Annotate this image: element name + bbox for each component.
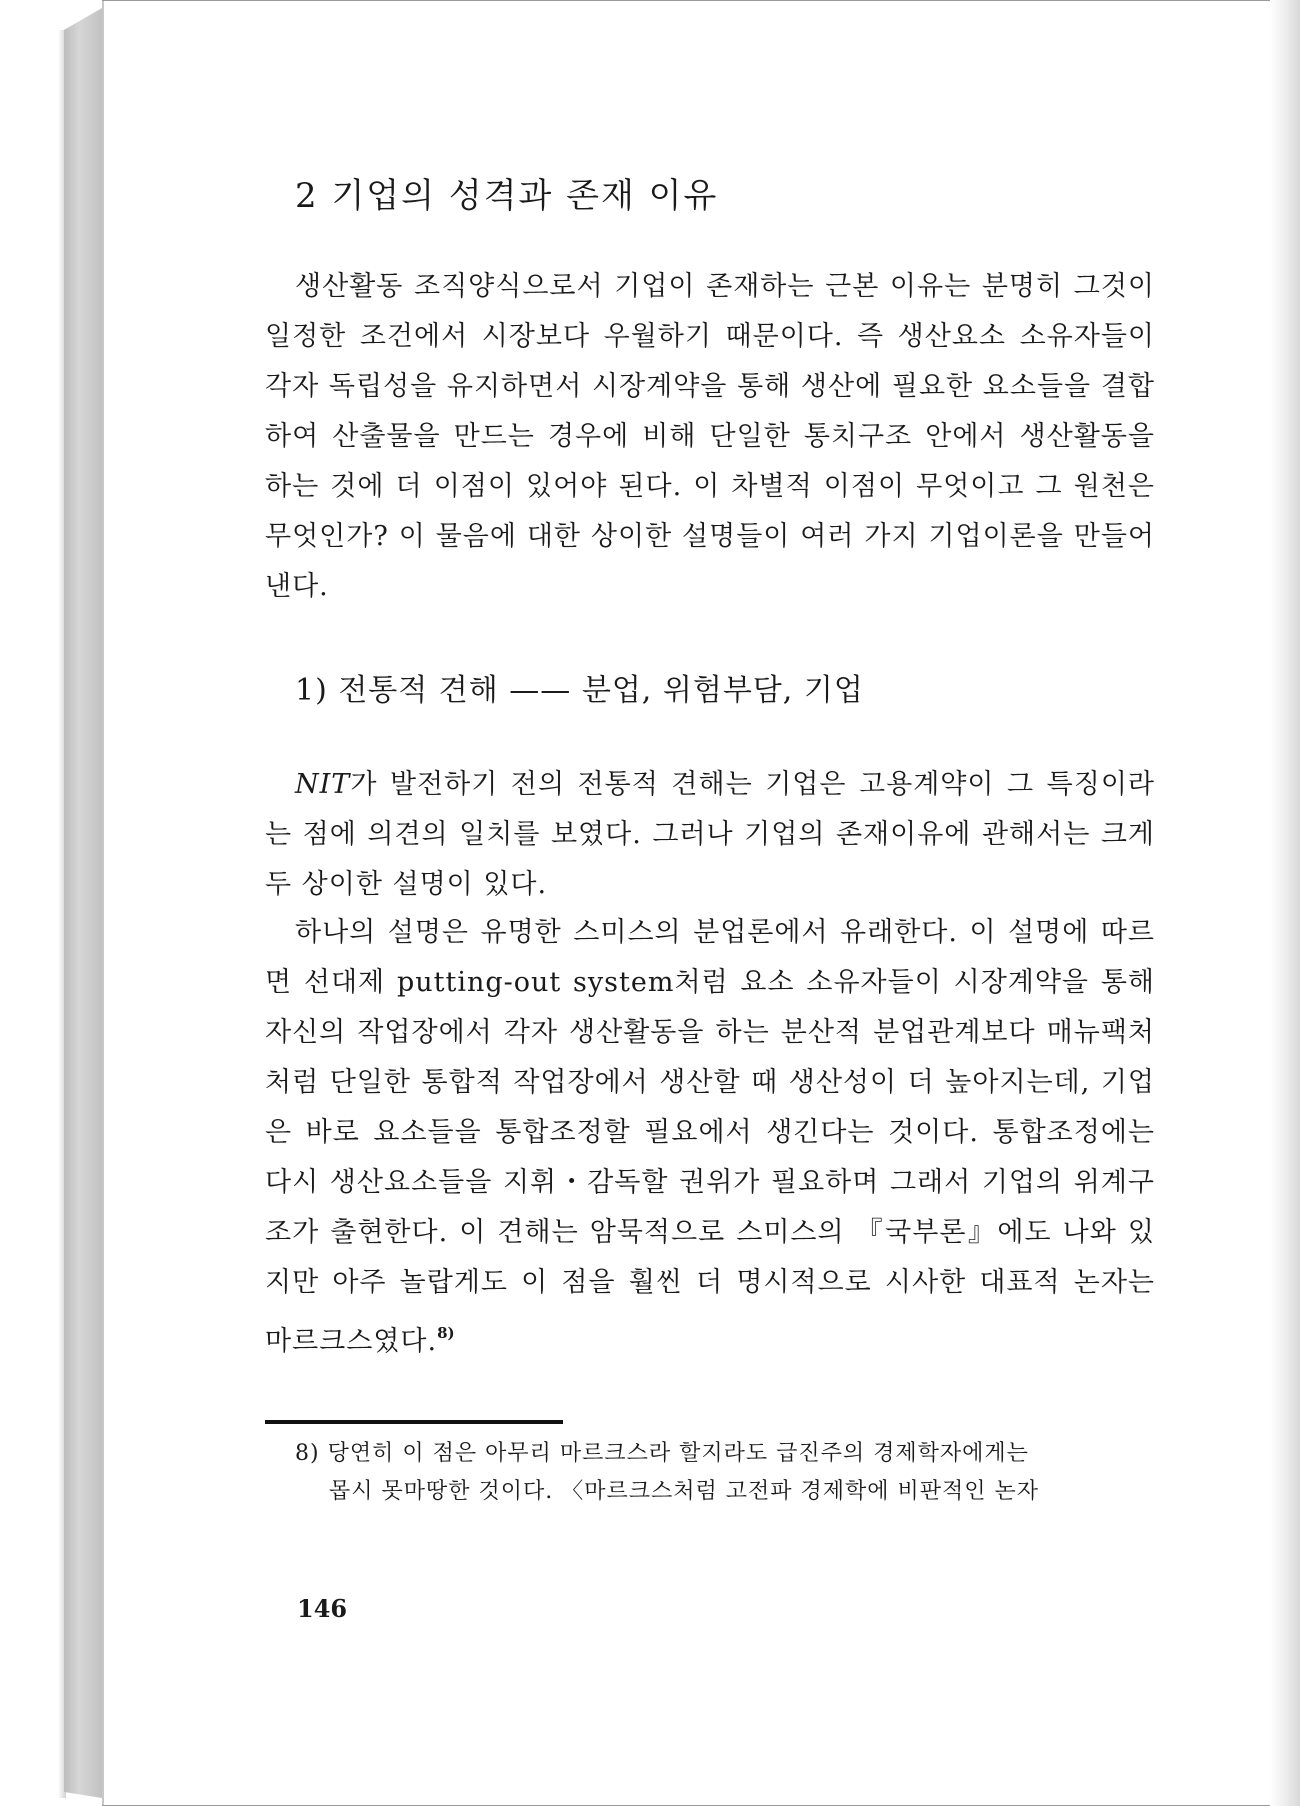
paragraph-3: [265, 908, 1155, 1367]
subsection-title: 1) 전통적 견해 —— 분업, 위험부담, 기업: [295, 673, 864, 708]
footnote-reference[interactable]: 8): [437, 1324, 455, 1342]
book-spine: [64, 8, 102, 1798]
page-number: 146: [297, 1594, 348, 1623]
footnote-line-2: 몹시 못마땅한 것이다. 〈마르크스처럼 고전파 경제학에 비판적인 논자: [329, 1479, 1040, 1504]
footnote: [295, 1435, 1155, 1511]
paragraph-3-text: 하나의 설명은 유명한 스미스의 분업론에서 유래한다. 이 설명에 따르면 선대제 putting-out system처럼 요소 소유자들이 시장계약을 통해 자신의 작업장에서 각자 생산활동을 하는 분산적 분업관계보다 매뉴팩처처럼 단일한 통합적 작업장에서 생산할 때 생산성이 더 높아지는데, 기업은 바로 요소들을 통합조정할 필요에서 생긴다는 것이다. 통합조정에는 다시 생산요소들을 지휘・감독할 권위가 필요하며 그래서 기업의 위계구조가 출현한다. 이 견해는 암묵적으로 스미스의 『국부론』에도 나와 있지만 아주 놀랍게도 이 점을 훨씬 더 명시적으로 시사한 대표적 논자는 마르크스였다.: [265, 917, 1155, 1357]
paragraph-2: [265, 760, 1155, 910]
paragraph-2-lead: NIT: [295, 769, 351, 800]
footnote-divider: [265, 1420, 563, 1424]
paragraph-1: 생산활동 조직양식으로서 기업이 존재하는 근본 이유는 분명히 그것이 일정한 조건에서 시장보다 우월하기 때문이다. 즉 생산요소 소유자들이 각자 독립성을 유지하면서 시장계약을 통해 생산에 필요한 요소들을 결합하여 산출물을 만드는 경우에 비해 단일한 통치구조 안에서 생산활동을 하는 것에 더 이점이 있어야 된다. 이 차별적 이점이 무엇이고 그 원천은 무엇인가? 이 물음에 대한 상이한 설명들이 여러 가지 기업이론을 만들어낸다.: [265, 271, 1155, 602]
paragraph-2-text: 가 발전하기 전의 전통적 견해는 기업은 고용계약이 그 특징이라는 점에 의견의 일치를 보였다. 그러나 기업의 존재이유에 관해서는 크게 두 상이한 설명이 있다.: [265, 769, 1155, 900]
section-title: 2 기업의 성격과 존재 이유: [295, 176, 719, 216]
page-edge-shadow: [1270, 0, 1300, 1806]
footnote-line-1: 8) 당연히 이 점은 아무리 마르크스라 할지라도 급진주의 경제학자에게는: [295, 1441, 1029, 1466]
